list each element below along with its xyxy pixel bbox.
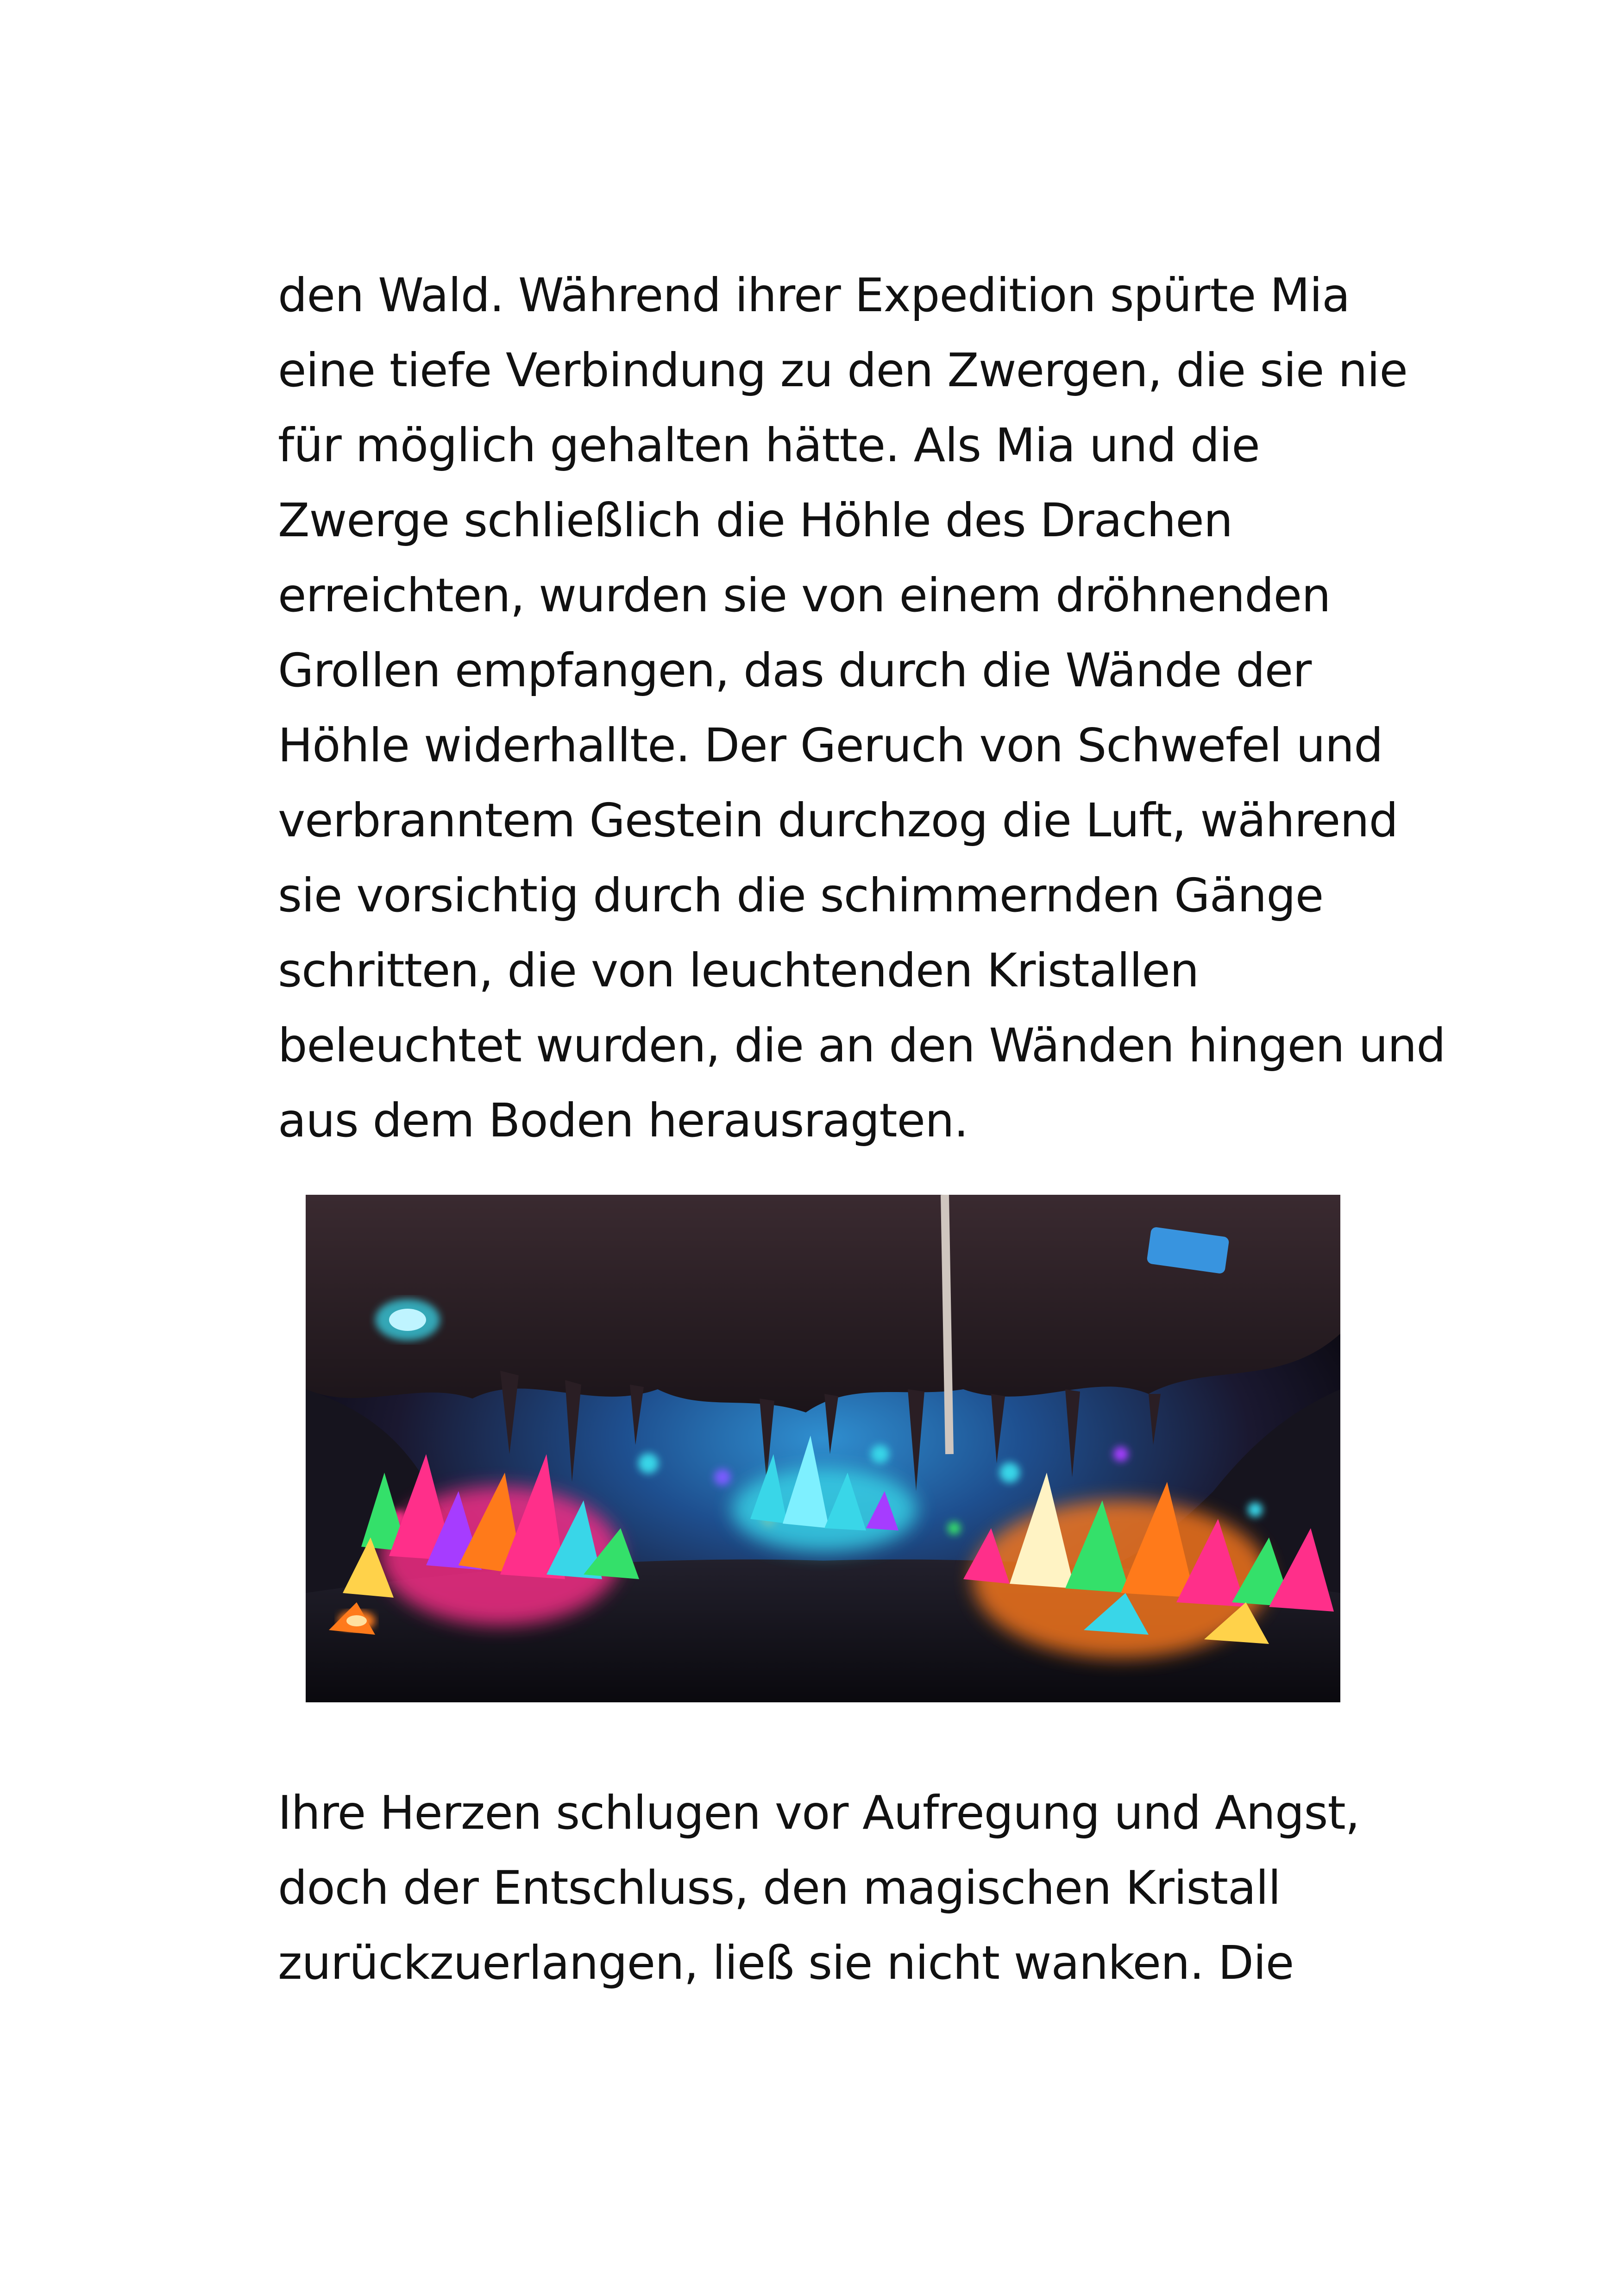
- text-line: Zwerge schließlich die Höhle des Drachen: [278, 493, 1233, 547]
- text-line: doch der Entschluss, den magischen Kristall: [278, 1861, 1281, 1915]
- cave-ceiling: [306, 1195, 1340, 1412]
- paragraph-2: [278, 1775, 1399, 2001]
- text-line: erreichten, wurden sie von einem dröhnenden: [278, 568, 1331, 622]
- text-line: sie vorsichtig durch die schimmernden Gänge: [278, 868, 1324, 922]
- text-line: Ihre Herzen schlugen vor Aufregung und Angst,: [278, 1786, 1360, 1840]
- text-line: zurückzuerlangen, ließ sie nicht wanken. Die: [278, 1936, 1294, 1990]
- hanging-rope: [945, 1195, 949, 1454]
- text-line: aus dem Boden herausragten.: [278, 1093, 968, 1148]
- text-line: für möglich gehalten hätte. Als Mia und die: [278, 418, 1260, 472]
- text-line: verbranntem Gestein durchzog die Luft, während: [278, 793, 1398, 847]
- cave-image: [306, 1195, 1340, 1702]
- crystal-cave-illustration: [306, 1195, 1340, 1702]
- text-line: Grollen empfangen, das durch die Wände der: [278, 643, 1312, 697]
- text-line: Höhle widerhallte. Der Geruch von Schwefel und: [278, 718, 1383, 772]
- text-line: den Wald. Während ihrer Expedition spürte Mia: [278, 268, 1350, 322]
- text-line: beleuchtet wurden, die an den Wänden hingen und: [278, 1018, 1445, 1073]
- text-line: eine tiefe Verbindung zu den Zwergen, die sie nie: [278, 343, 1407, 397]
- text-line: schritten, die von leuchtenden Kristallen: [278, 943, 1199, 997]
- paragraph-1: [278, 258, 1445, 1158]
